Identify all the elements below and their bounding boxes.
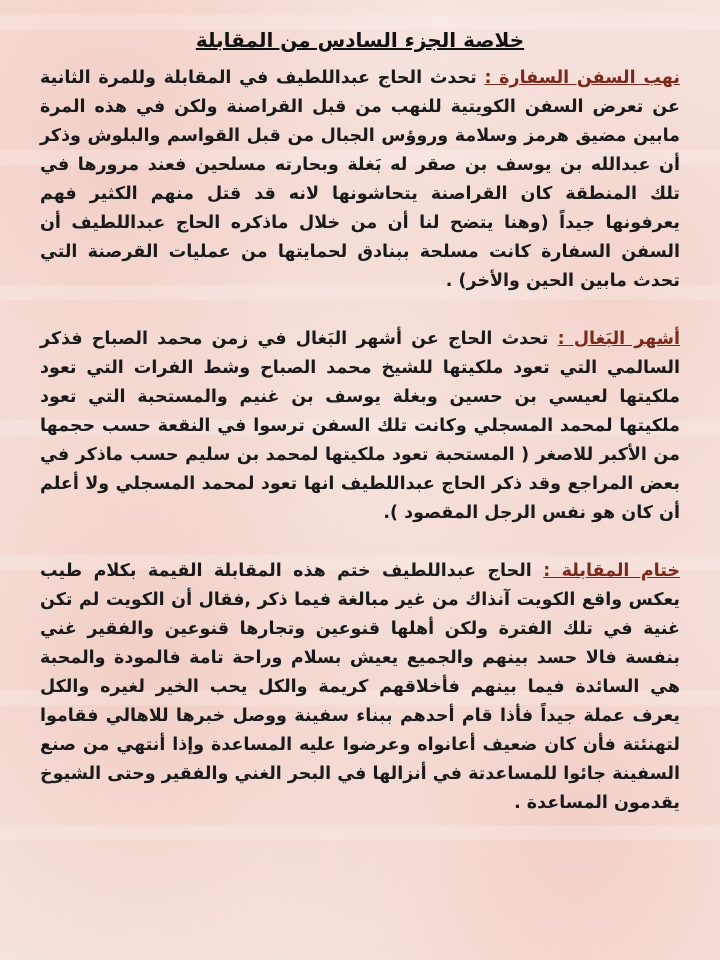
section-looting <box>40 64 680 296</box>
section-heading: نهب السفن السفارة : <box>484 68 680 88</box>
section-conclusion <box>40 557 680 818</box>
section-text: الحاج عبداللطيف ختم هذه المقابلة القيمة بكلام طيب يعكس واقع الكويت آنذاك من غير مبالغة فيما ذكر ,فقال أن الكويت لم تكن غنية في تلك الفترة ولكن أهلها قنوعين وتجارها قنوعين والفقير غني بنفسة فالا حسد بينهم والجميع يعيش بسلام وراحة تامة فالمودة والمحبة هي السائدة فيما بينهم فأخلاقهم كريمة والكل يحب الخير لغيره والكل يعرف عملة جيداً فأذا قام أحدهم ببناء سفينة ووصل خبرها للاهالي فقاموا لتهنئتة فأن كان ضعيف أعانواه وعرضوا عليه المساعدة وإذا أنتهي من صنع السفينة جائوا للمساعدتة في أنزالها في البحر الغني والفقير وحتى الشيوخ يقدمون المساعدة . <box>40 561 680 813</box>
spacer <box>40 296 680 325</box>
page-title: خلاصة الجزء السادس من المقابلة <box>195 28 525 52</box>
section-heading: أشهر البَغال : <box>557 329 680 349</box>
section-heading: ختام المقابلة : <box>543 561 680 581</box>
section-text: تحدث الحاج عبداللطيف في المقابلة وللمرة الثانية عن تعرض السفن الكويتية للنهب من قبل القراصنة ولكن في هذه المرة مابين مضيق هرمز وسلامة وروؤس الجبال من قبل القواسم والبلوش وذكر أن عبدالله بن يوسف بن صقر له بَغلة وبحارته مسلحين فعند مرورها في تلك المنطقة كان القراصنة يتحاشونها لانه قد قتل منهم الكثير فهم يعرفونها جيداً (وهنا يتضح لنا أن من خلال ماذكره الحاج عبداللطيف أن السفن السفارة كانت مسلحة ببنادق لحمايتها من عمليات القرصنة التي تحدث مابين الحين والأخر) . <box>40 68 680 291</box>
section-famous-boats <box>40 325 680 528</box>
document-body <box>40 28 680 818</box>
section-text: تحدث الحاج عن أشهر البَغال في زمن محمد الصباح فذكر السالمي التي تعود ملكيتها للشيخ محمد الصباح وشط الفرات التي تعود ملكيتها لعيسي بن حسين وبغلة يوسف بن غنيم والمستحبة التي تعود ملكيتها لمحمد المسجلي وكانت تلك السفن ترسوا في النقعة حسب حجمها من الأكبر للاصغر ( المستحبة تعود ملكيتها لمحمد بن سليم حسب ماذكر في بعض المراجع وقد ذكر الحاج عبداللطيف انها تعود لمحمد المسجلي ولا أعلم أن كان هو نفس الرجل المقصود ). <box>40 329 680 523</box>
spacer <box>40 528 680 557</box>
